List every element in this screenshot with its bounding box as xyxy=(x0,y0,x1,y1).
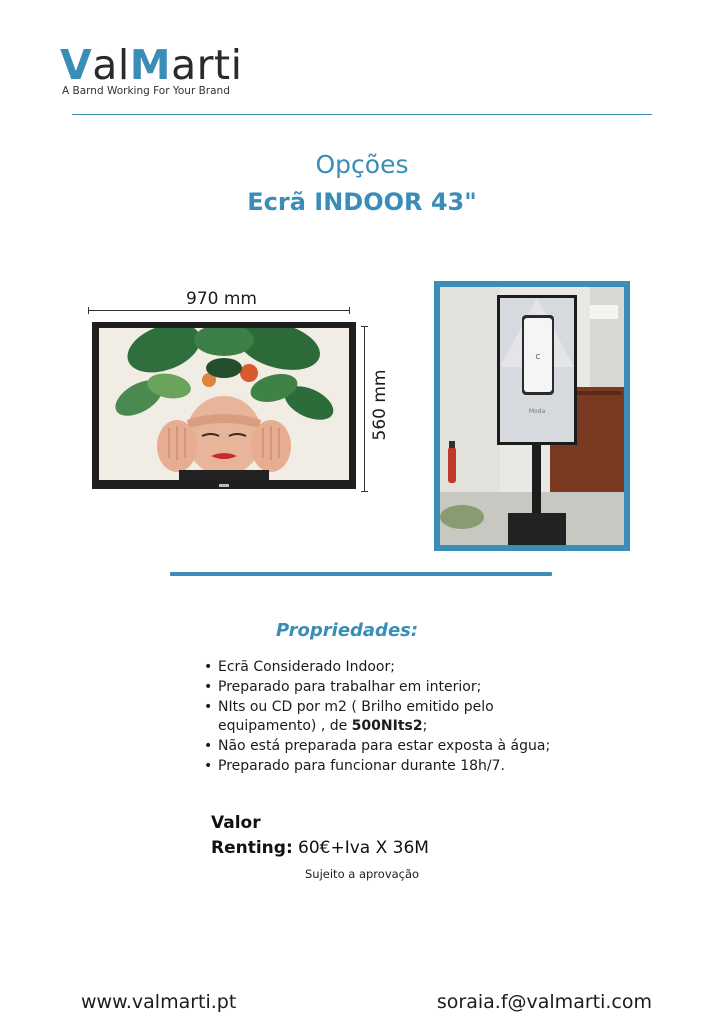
list-item xyxy=(200,757,580,776)
list-item-text: Preparado para funcionar durante 18h/7. xyxy=(218,758,505,774)
website-link[interactable]: www.valmarti.pt xyxy=(81,991,237,1013)
approval-note: Sujeito a aprovação xyxy=(305,867,420,881)
tv-illustration xyxy=(92,322,356,489)
company-logo xyxy=(60,42,243,97)
renting-label: Renting: xyxy=(211,838,293,858)
list-item xyxy=(200,698,580,736)
email-link[interactable]: soraia.f@valmarti.com xyxy=(436,991,652,1013)
logo-text-al: al xyxy=(92,41,130,89)
kiosk-screen-caption: Moda xyxy=(528,408,546,415)
brightness-suffix: ; xyxy=(422,718,428,734)
list-item xyxy=(200,678,580,697)
list-item-text: NIts ou CD por m2 ( Brilho emitido pelo equipamento) , de xyxy=(218,699,494,734)
properties-list xyxy=(200,658,580,777)
properties-heading: Propriedades: xyxy=(276,620,419,641)
kiosk-photo xyxy=(434,281,630,551)
page-title: Opções xyxy=(315,150,409,179)
list-item-text: Preparado para trabalhar em interior; xyxy=(218,679,482,695)
header-divider xyxy=(72,114,652,115)
logo-wordmark xyxy=(60,42,243,88)
tv-artwork-image xyxy=(99,328,349,480)
logo-letter-v: V xyxy=(60,41,93,89)
height-dimension-label: 560 mm xyxy=(370,369,390,441)
list-item xyxy=(200,737,580,756)
kiosk-photo-image xyxy=(440,287,624,545)
valor-label: Valor xyxy=(211,813,261,833)
height-dimension-line xyxy=(364,326,365,492)
section-divider xyxy=(170,572,552,576)
tv-brand-mark xyxy=(219,484,229,487)
logo-text-arti: arti xyxy=(171,41,243,89)
list-item-text: Ecrã Considerado Indoor; xyxy=(218,659,395,675)
width-dimension-label: 970 mm xyxy=(186,289,257,309)
width-dimension-line xyxy=(88,310,350,311)
list-item xyxy=(200,658,580,677)
price-value: 60€+Iva X 36M xyxy=(298,838,429,858)
brightness-value: 500NIts2 xyxy=(351,718,423,734)
list-item-text: Não está preparada para estar exposta à água; xyxy=(218,738,551,754)
kiosk-screen-letter: C xyxy=(535,353,541,361)
logo-tagline: A Barnd Working For Your Brand xyxy=(62,85,230,97)
logo-letter-m: M xyxy=(129,41,172,89)
page-subtitle: Ecrã INDOOR 43" xyxy=(247,188,477,216)
